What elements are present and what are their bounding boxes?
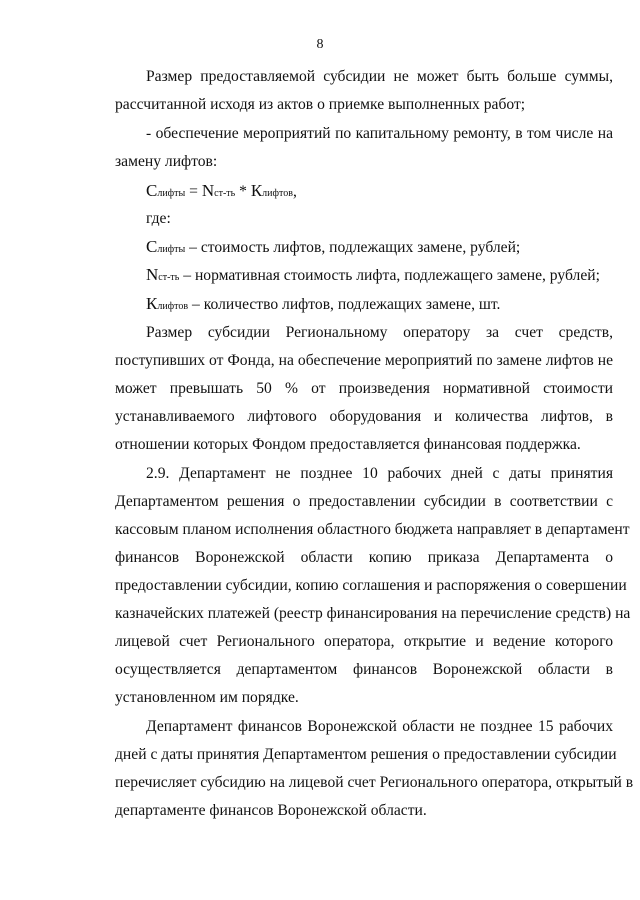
definition-line bbox=[146, 238, 613, 259]
text-line: отношении которых Фондом предоставляется финансовая поддержка. bbox=[115, 436, 581, 453]
text-line: может превышать 50 % от произведения нормативной стоимости bbox=[115, 380, 613, 397]
definition-line bbox=[146, 266, 613, 287]
text-line: кассовым планом исполнения областного бюджета направляет в департамент bbox=[115, 521, 630, 538]
text-line: Размер субсидии Региональному оператору за счет средств, bbox=[146, 324, 613, 341]
text-line: Размер предоставляемой субсидии не может быть больше суммы, bbox=[146, 68, 613, 85]
formula-subscript: лифтов bbox=[262, 188, 293, 199]
page-number: 8 bbox=[316, 37, 324, 52]
formula-operator: * bbox=[235, 183, 251, 200]
definition-line bbox=[146, 295, 613, 316]
formula-punctuation: , bbox=[292, 183, 297, 200]
text-line: финансов Воронежской области копию приказа Департамента о bbox=[115, 549, 613, 566]
text-line: устанавливаемого лифтового оборудования и количества лифтов, в bbox=[115, 408, 613, 425]
formula-subscript: ст-ть bbox=[214, 188, 236, 199]
text-line: осуществляется департаментом финансов Воронежской области в bbox=[115, 661, 613, 678]
text-line: лицевой счет Регионального оператора, открытие и ведение которого bbox=[115, 633, 613, 650]
formula-subscript: лифтов bbox=[157, 301, 189, 312]
text-line: дней с даты принятия Департаментом решения о предоставлении субсидии bbox=[115, 746, 617, 763]
formula-symbol: N bbox=[146, 265, 159, 284]
text-line: установленном им порядке. bbox=[115, 689, 299, 706]
definition-text: – нормативная стоимость лифта, подлежащего замене, рублей; bbox=[179, 267, 600, 284]
formula-symbol: N bbox=[201, 181, 215, 200]
text-line: предоставлении субсидии, копию соглашения и распоряжения о совершении bbox=[115, 577, 627, 594]
text-line: Департаментом решения о предоставлении субсидии в соответствии с bbox=[115, 493, 613, 510]
formula-symbol: С bbox=[146, 181, 158, 200]
formula-symbol: К bbox=[146, 294, 158, 313]
text-line: казначейских платежей (реестр финансирования на перечисление средств) на bbox=[115, 605, 631, 622]
text-line: где: bbox=[146, 210, 171, 227]
formula bbox=[146, 182, 613, 203]
formula-operator: = bbox=[185, 183, 202, 200]
definition-text: – стоимость лифтов, подлежащих замене, рублей; bbox=[185, 239, 521, 256]
text-line: Департамент финансов Воронежской области не позднее 15 рабочих bbox=[146, 718, 613, 735]
formula-symbol: С bbox=[146, 237, 158, 256]
text-line: рассчитанной исходя из актов о приемке выполненных работ; bbox=[115, 96, 526, 113]
text-line: - обеспечение мероприятий по капитальному ремонту, в том числе на bbox=[146, 125, 613, 142]
text-line: департаменте финансов Воронежской области. bbox=[115, 802, 427, 819]
formula-subscript: лифты bbox=[157, 244, 186, 255]
text-line: 2.9. Департамент не позднее 10 рабочих дней с даты принятия bbox=[146, 465, 613, 482]
text-line: поступивших от Фонда, на обеспечение мероприятий по замене лифтов не bbox=[115, 352, 613, 369]
formula-subscript: ст-ть bbox=[158, 272, 180, 283]
formula-symbol: К bbox=[250, 181, 263, 200]
text-line: замену лифтов: bbox=[115, 153, 218, 170]
definition-text: – количество лифтов, подлежащих замене, шт. bbox=[188, 296, 501, 313]
formula-subscript: лифты bbox=[157, 188, 186, 199]
text-line: перечисляет субсидию на лицевой счет Регионального оператора, открытый в bbox=[115, 774, 634, 791]
